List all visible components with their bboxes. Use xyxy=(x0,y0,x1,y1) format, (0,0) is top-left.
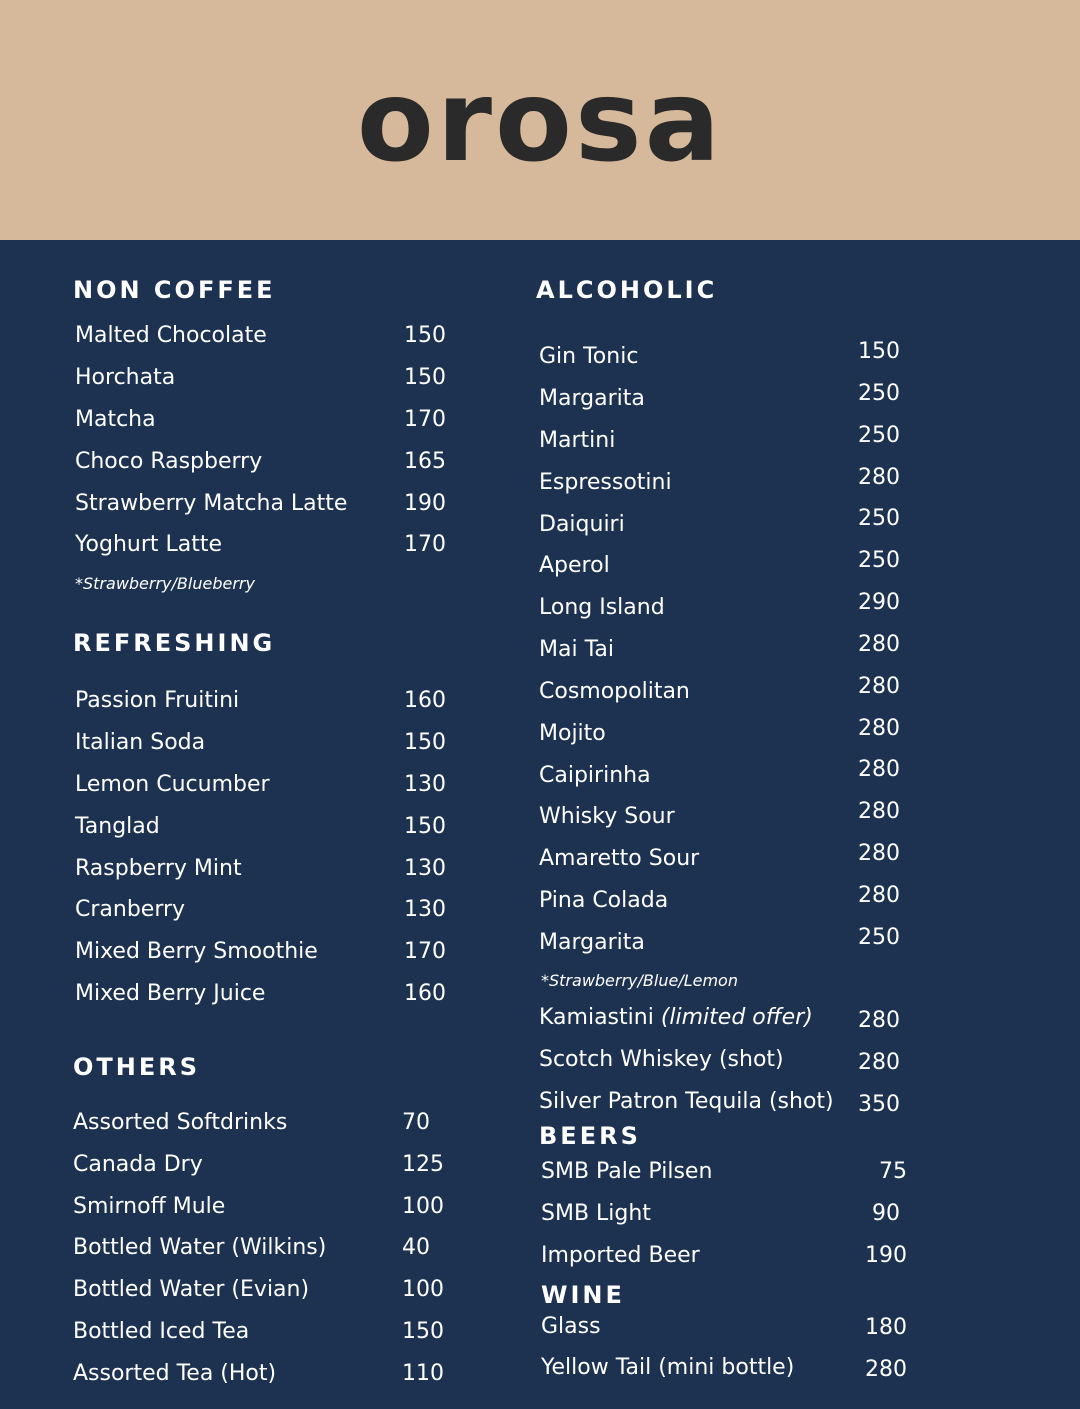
menu-item-name: Mai Tai xyxy=(539,637,614,662)
menu-item-price: 90 xyxy=(872,1201,900,1226)
menu-item-name: Caipirinha xyxy=(539,763,651,788)
menu-item-price: 160 xyxy=(404,981,446,1006)
menu-item-name: Passion Fruitini xyxy=(75,688,240,713)
menu-item-name: Imported Beer xyxy=(541,1243,700,1268)
menu-item-name: Mixed Berry Smoothie xyxy=(75,939,318,964)
menu-item-price: 280 xyxy=(858,883,900,908)
menu-item-price: 70 xyxy=(402,1110,430,1135)
menu-item-price: 125 xyxy=(402,1152,444,1177)
menu-item-name: Mojito xyxy=(539,721,606,746)
menu-item-name: Bottled Iced Tea xyxy=(73,1319,250,1344)
brand-logo: orosa xyxy=(356,57,724,187)
menu-item-name: Canada Dry xyxy=(73,1152,203,1177)
menu-item-price: 150 xyxy=(858,339,900,364)
menu-item-name: Lemon Cucumber xyxy=(75,772,270,797)
menu-item-name: Yellow Tail (mini bottle) xyxy=(541,1355,795,1380)
menu-item-price: 110 xyxy=(402,1361,444,1386)
menu-item-price: 150 xyxy=(402,1319,444,1344)
menu-item-price: 130 xyxy=(404,856,446,881)
menu-note: *Strawberry/Blueberry xyxy=(75,574,255,593)
menu-item-price: 250 xyxy=(858,548,900,573)
menu-item-price: 75 xyxy=(879,1159,907,1184)
menu-item-name: SMB Pale Pilsen xyxy=(541,1159,713,1184)
menu-item-price: 150 xyxy=(404,730,446,755)
menu-item-name: Malted Chocolate xyxy=(75,323,267,348)
menu-item-name: Matcha xyxy=(75,407,156,432)
menu-item-price: 280 xyxy=(858,841,900,866)
menu-item-name: Gin Tonic xyxy=(539,344,639,369)
menu-item-price: 160 xyxy=(404,688,446,713)
menu-item-name: Silver Patron Tequila (shot) xyxy=(539,1089,834,1114)
menu-item-name: Cosmopolitan xyxy=(539,679,690,704)
menu-item-price: 280 xyxy=(865,1357,907,1382)
menu-item-price: 290 xyxy=(858,590,900,615)
menu-item-price: 150 xyxy=(404,814,446,839)
menu-item-name: Daiquiri xyxy=(539,512,625,537)
section-title-others: OTHERS xyxy=(73,1053,201,1081)
menu-item-price: 350 xyxy=(858,1092,900,1117)
menu-item-name: Choco Raspberry xyxy=(75,449,263,474)
menu-item-name: Cranberry xyxy=(75,897,186,922)
menu-item-name: Whisky Sour xyxy=(539,804,675,829)
menu-item-name: Glass xyxy=(541,1314,601,1339)
menu-item-name-text: Kamiastini xyxy=(539,1005,654,1030)
menu-note: *Strawberry/Blue/Lemon xyxy=(541,971,738,990)
menu-item-price: 170 xyxy=(404,407,446,432)
menu-item-name: Mixed Berry Juice xyxy=(75,981,266,1006)
section-title-non-coffee: NON COFFEE xyxy=(73,276,276,304)
menu-item-name: Long Island xyxy=(539,595,665,620)
menu-item-price: 165 xyxy=(404,449,446,474)
menu-item-price: 280 xyxy=(858,1008,900,1033)
menu-item-price: 190 xyxy=(865,1243,907,1268)
menu-item-name: Bottled Water (Wilkins) xyxy=(73,1235,327,1260)
menu-item-price: 250 xyxy=(858,925,900,950)
menu-item-price: 280 xyxy=(858,757,900,782)
menu-item-price: 150 xyxy=(404,323,446,348)
menu-item-price: 170 xyxy=(404,939,446,964)
menu-item-price: 40 xyxy=(402,1235,430,1260)
section-title-refreshing: REFRESHING xyxy=(73,629,276,657)
menu-item-price: 280 xyxy=(858,799,900,824)
menu-item-price: 190 xyxy=(404,491,446,516)
menu-item-name: Italian Soda xyxy=(75,730,206,755)
menu-item-name: SMB Light xyxy=(541,1201,651,1226)
menu-item-name: Martini xyxy=(539,428,616,453)
menu-item-name: Margarita xyxy=(539,386,645,411)
menu-item-price: 130 xyxy=(404,897,446,922)
menu-item-name: Espressotini xyxy=(539,470,672,495)
menu-item-price: 130 xyxy=(404,772,446,797)
menu-item-price: 280 xyxy=(858,716,900,741)
menu-item-price: 100 xyxy=(402,1194,444,1219)
menu-item-name: Bottled Water (Evian) xyxy=(73,1277,310,1302)
menu-item-name: Amaretto Sour xyxy=(539,846,700,871)
menu-item-name xyxy=(539,1003,813,1033)
menu-item-price: 250 xyxy=(858,381,900,406)
limited-offer-label: (limited offer) xyxy=(660,1005,813,1030)
menu-item-name: Assorted Tea (Hot) xyxy=(73,1361,277,1386)
menu-item-price: 100 xyxy=(402,1277,444,1302)
menu-item-name: Tanglad xyxy=(75,814,160,839)
menu-item-name: Smirnoff Mule xyxy=(73,1194,226,1219)
menu-item-name: Margarita xyxy=(539,930,645,955)
menu-item-name: Horchata xyxy=(75,365,176,390)
menu-item-price: 150 xyxy=(404,365,446,390)
menu-item-name: Yoghurt Latte xyxy=(75,532,223,557)
menu-item-name: Scotch Whiskey (shot) xyxy=(539,1047,784,1072)
menu-item-price: 280 xyxy=(858,465,900,490)
menu-item-price: 250 xyxy=(858,506,900,531)
menu-item-name: Aperol xyxy=(539,553,610,578)
section-title-wine: WINE xyxy=(541,1281,625,1309)
menu-item-price: 180 xyxy=(865,1315,907,1340)
menu-item-name: Strawberry Matcha Latte xyxy=(75,491,348,516)
menu-item-name: Raspberry Mint xyxy=(75,856,242,881)
menu-item-name: Pina Colada xyxy=(539,888,669,913)
menu-item-price: 170 xyxy=(404,532,446,557)
menu-item-price: 250 xyxy=(858,423,900,448)
section-title-beers: BEERS xyxy=(539,1122,641,1150)
menu-item-price: 280 xyxy=(858,1050,900,1075)
section-title-alcoholic: ALCOHOLIC xyxy=(536,276,718,304)
header-banner xyxy=(0,0,1080,240)
menu-item-name: Assorted Softdrinks xyxy=(73,1110,288,1135)
menu-item-price: 280 xyxy=(858,632,900,657)
menu-item-price: 280 xyxy=(858,674,900,699)
